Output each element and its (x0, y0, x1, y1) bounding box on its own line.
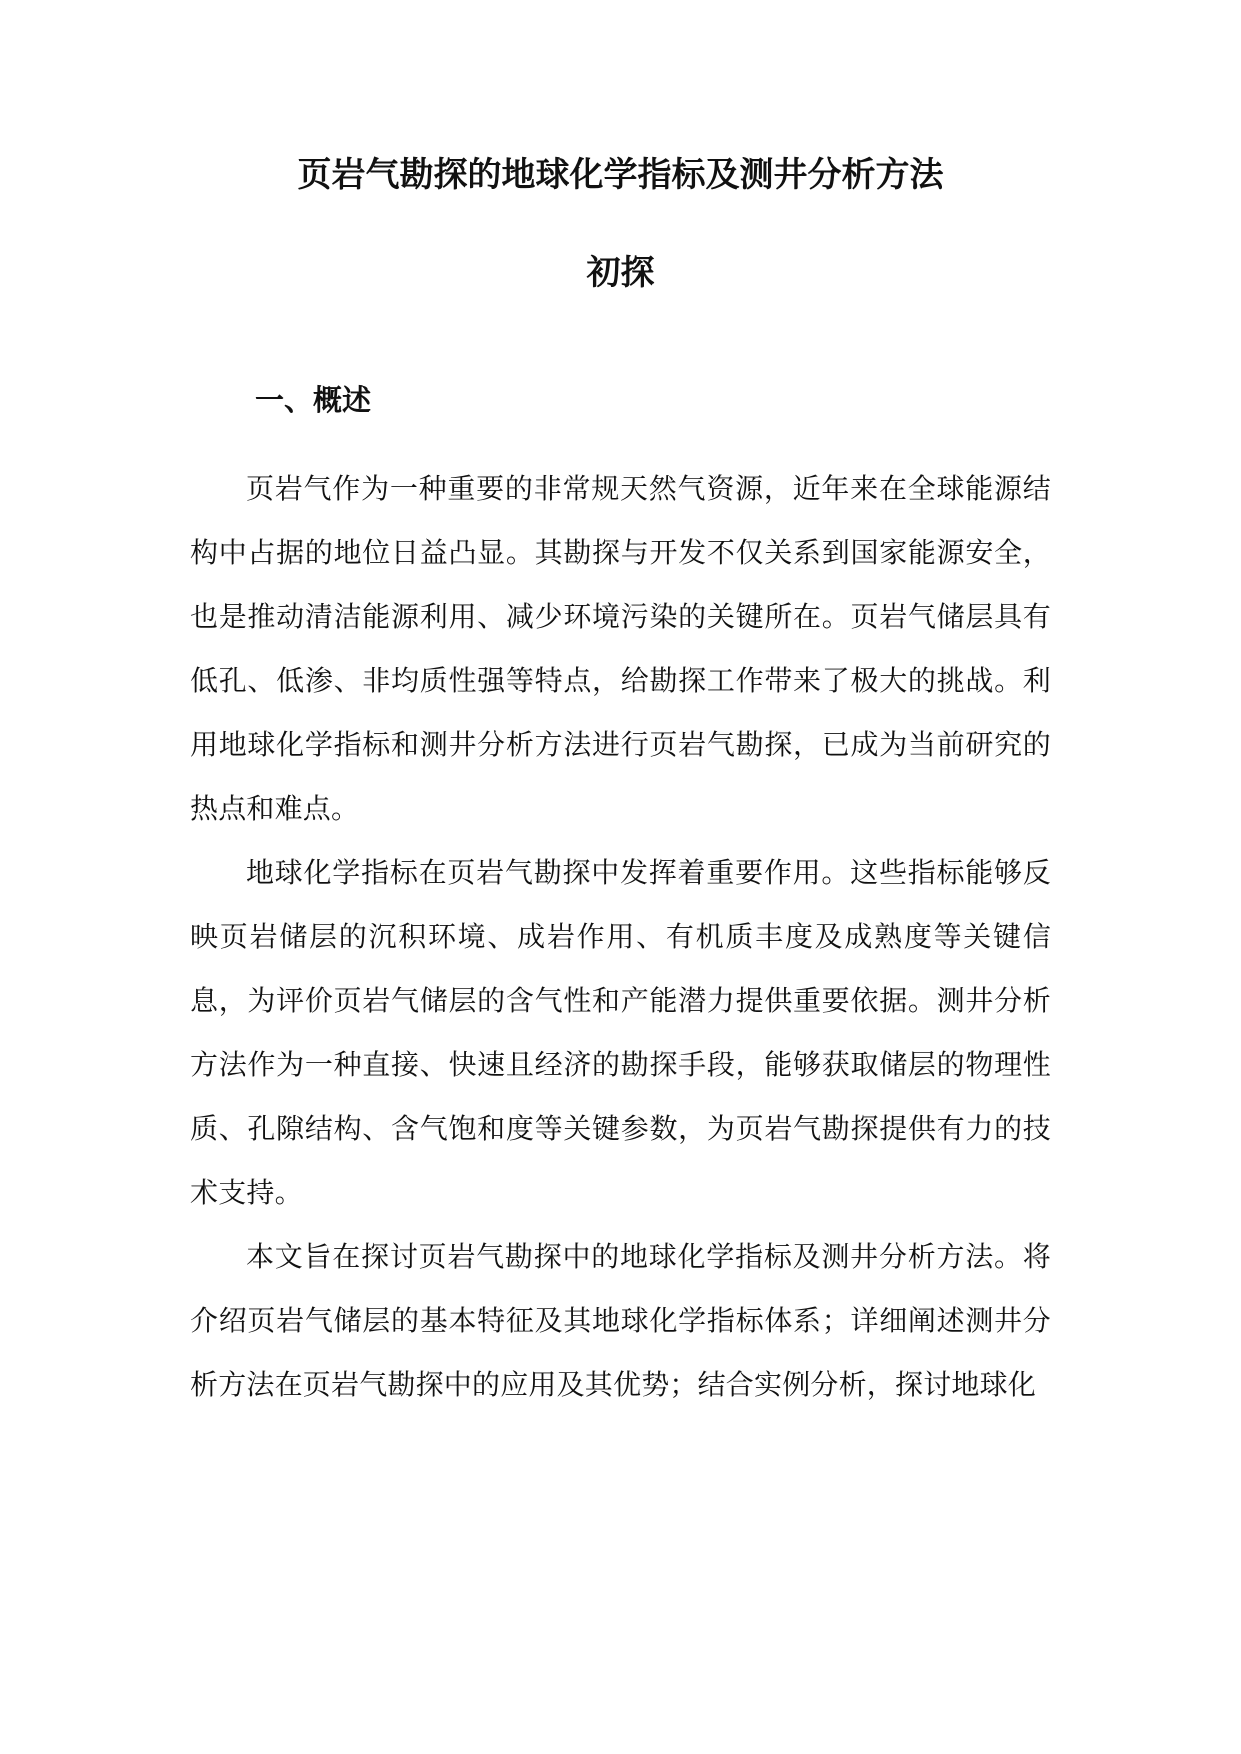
paragraph-2: 地球化学指标在页岩气勘探中发挥着重要作用。这些指标能够反映页岩储层的沉积环境、成岩作用、有机质丰度及成熟度等关键信息，为评价页岩气储层的含气性和产能潜力提供重要依据。测井分析方法作为一种直接、快速且经济的勘探手段，能够获取储层的物理性质、孔隙结构、含气饱和度等关键参数，为页岩气勘探提供有力的技术支持。 (190, 856, 1051, 1209)
document-body (190, 457, 1051, 1417)
section-heading-overview: 一、概述 (255, 383, 372, 417)
document-title-line-1: 页岩气勘探的地球化学指标及测井分析方法 (297, 155, 944, 195)
document-title-line-2: 初探 (586, 253, 655, 293)
paragraph-3: 本文旨在探讨页岩气勘探中的地球化学指标及测井分析方法。将介绍页岩气储层的基本特征及其地球化学指标体系；详细阐述测井分析方法在页岩气勘探中的应用及其优势；结合实例分析，探讨地球化 (190, 1240, 1051, 1401)
paragraph-1: 页岩气作为一种重要的非常规天然气资源，近年来在全球能源结构中占据的地位日益凸显。其勘探与开发不仅关系到国家能源安全，也是推动清洁能源利用、减少环境污染的关键所在。页岩气储层具有低孔、低渗、非均质性强等特点，给勘探工作带来了极大的挑战。利用地球化学指标和测井分析方法进行页岩气勘探，已成为当前研究的热点和难点。 (190, 472, 1051, 825)
